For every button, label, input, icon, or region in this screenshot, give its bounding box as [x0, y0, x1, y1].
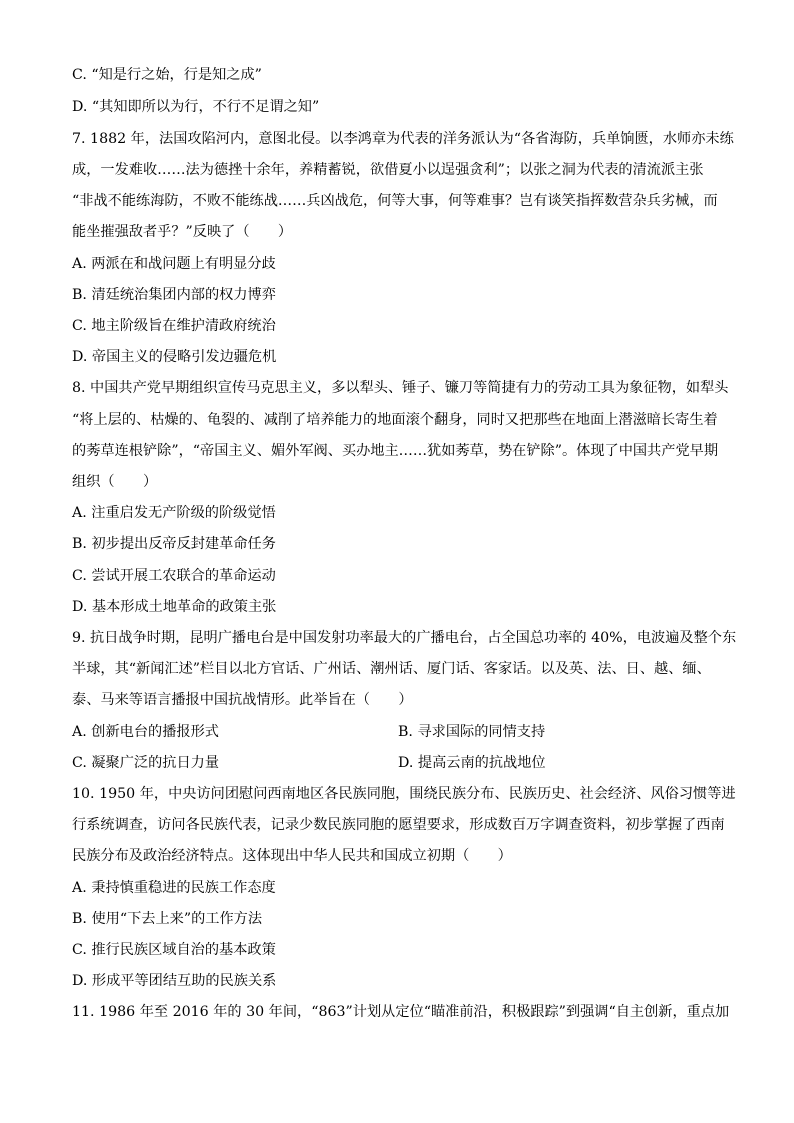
q6-option-c: C. “知是行之始，行是知之成”: [72, 67, 262, 83]
q7-option-d: D. 帝国主义的侵略引发边疆危机: [72, 349, 277, 365]
q9-stem-line-1: 9. 抗日战争时期，昆明广播电台是中国发射功率最大的广播电台，占全国总功率的 40%，电波遍及整个东: [72, 630, 737, 646]
q10-option-b: B. 使用“下去上来”的工作方法: [72, 911, 263, 927]
q7-stem-line-1: 7. 1882 年，法国攻陷河内，意图北侵。以李鸿章为代表的洋务派认为“各省海防，兵单饷匮，水师亦未练: [72, 131, 734, 147]
q9-stem-line-3: 泰、马来等语言播报中国抗战情形。此举旨在（ ）: [72, 692, 413, 708]
q7-stem-line-2: 成，一发难收……法为德挫十余年，养精蓄锐，欲借夏小以逞强贪利”；以张之洞为代表的清流派主张: [72, 162, 704, 178]
q9-option-c: C. 凝聚广泛的抗日力量: [72, 755, 220, 771]
q7-option-b: B. 清廷统治集团内部的权力博弈: [72, 287, 276, 303]
q10-stem-line-2: 行系统调查，访问各民族代表，记录少数民族同胞的愿望要求，形成数百万字调查资料，初步掌握了西南: [72, 817, 725, 833]
q7-stem-line-3: “非战不能练海防，不败不能练战……兵凶战危，何等大事，何等难事？岂有谈笑指挥数营杂兵劣械，而: [72, 193, 718, 209]
q9-option-d: D. 提高云南的抗战地位: [398, 755, 546, 771]
q8-stem-line-2: “将上层的、枯燥的、龟裂的、减削了培养能力的地面滚个翻身，同时又把那些在地面上潜滋暗长寄生着: [72, 412, 718, 428]
q10-stem-line-3: 民族分布及政治经济特点。这体现出中华人民共和国成立初期（ ）: [72, 848, 512, 864]
q8-option-b: B. 初步提出反帝反封建革命任务: [72, 536, 276, 552]
q9-stem-line-2: 半球，其“新闻汇述”栏目以北方官话、广州话、潮州话、厦门话、客家话。以及英、法、日、越、缅、: [72, 661, 711, 677]
q8-stem-line-4: 组织（ ）: [72, 474, 158, 490]
q8-option-d: D. 基本形成土地革命的政策主张: [72, 599, 277, 615]
q9-option-a: A. 创新电台的播报形式: [72, 724, 219, 740]
q10-option-d: D. 形成平等团结互助的民族关系: [72, 973, 277, 989]
q8-stem-line-3: 的莠草连根铲除”，“帝国主义、媚外军阀、买办地主……犹如莠草，势在铲除”。体现了中国共产党早期: [72, 443, 719, 459]
q10-option-c: C. 推行民族区域自治的基本政策: [72, 942, 276, 958]
q8-option-a: A. 注重启发无产阶级的阶级觉悟: [72, 505, 276, 521]
q7-option-c: C. 地主阶级旨在维护清政府统治: [72, 318, 276, 334]
q10-option-a: A. 秉持慎重稳进的民族工作态度: [72, 880, 276, 896]
q8-stem-line-1: 8. 中国共产党早期组织宣传马克思主义，多以犁头、锤子、镰刀等简捷有力的劳动工具为象征物，如犁头: [72, 380, 729, 396]
q7-stem-line-4: 能坐摧强敌者乎？”反映了（ ）: [72, 224, 293, 240]
q9-option-b: B. 寻求国际的同情支持: [398, 724, 546, 740]
q6-option-d: D. “其知即所以为行，不行不足谓之知”: [72, 99, 320, 115]
q7-option-a: A. 两派在和战问题上有明显分歧: [72, 256, 276, 272]
q8-option-c: C. 尝试开展工农联合的革命运动: [72, 568, 276, 584]
q11-stem-line-1: 11. 1986 年至 2016 年的 30 年间，“863”计划从定位“瞄准前沿，积极跟踪”到强调“自主创新，重点加: [72, 1004, 730, 1020]
q10-stem-line-1: 10. 1950 年，中央访问团慰问西南地区各民族同胞，围绕民族分布、民族历史、社会经济、风俗习惯等进: [72, 786, 736, 802]
